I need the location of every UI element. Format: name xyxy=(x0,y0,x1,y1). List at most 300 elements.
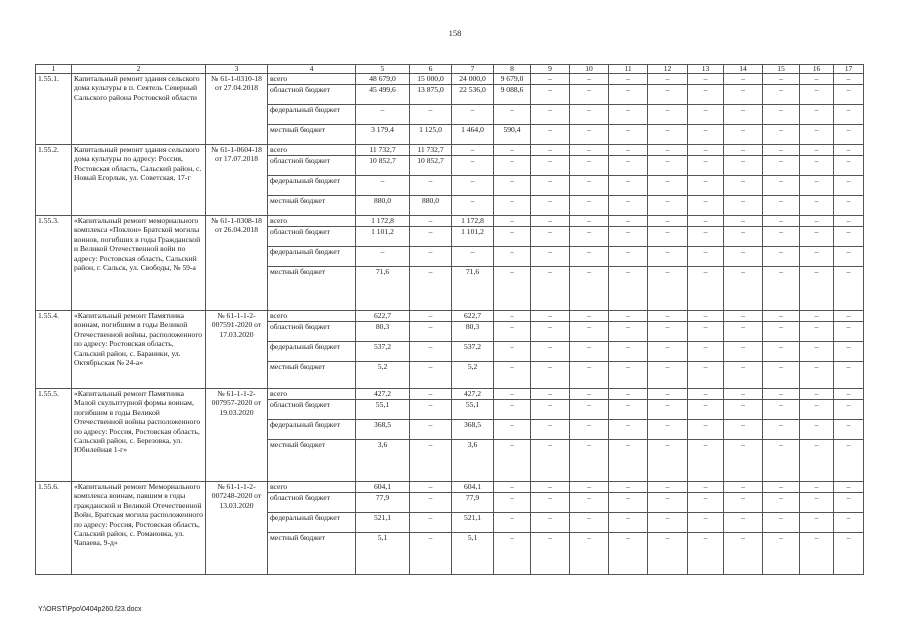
amount-cell: 521,1 xyxy=(356,513,410,533)
column-number: 15 xyxy=(763,65,800,74)
amount-cell: – xyxy=(452,145,494,156)
amount-cell: 368,5 xyxy=(356,420,410,440)
amount-cell: – xyxy=(724,533,763,575)
amount-cell: – xyxy=(724,440,763,482)
amount-cell: – xyxy=(494,216,531,227)
amount-cell: – xyxy=(800,267,834,311)
amount-cell: – xyxy=(570,420,609,440)
amount-cell: 9 679,0 xyxy=(494,74,531,85)
amount-cell: – xyxy=(800,389,834,400)
funding-source-label: областной бюджет xyxy=(268,493,356,513)
amount-cell: – xyxy=(834,311,864,322)
amount-cell: – xyxy=(724,493,763,513)
amount-cell: – xyxy=(494,227,531,247)
amount-cell: – xyxy=(688,145,724,156)
amount-cell: – xyxy=(648,85,688,105)
amount-cell: – xyxy=(570,176,609,196)
amount-cell: – xyxy=(724,420,763,440)
amount-cell: – xyxy=(570,247,609,267)
amount-cell: – xyxy=(800,85,834,105)
amount-cell: – xyxy=(494,362,531,389)
amount-cell: – xyxy=(531,105,570,125)
amount-cell: – xyxy=(609,105,648,125)
amount-cell: – xyxy=(800,105,834,125)
funding-source-label: федеральный бюджет xyxy=(268,105,356,125)
amount-cell: – xyxy=(410,389,452,400)
funding-source-label: федеральный бюджет xyxy=(268,176,356,196)
amount-cell: – xyxy=(763,420,800,440)
amount-cell: – xyxy=(800,342,834,362)
item-number: 1.55.1. xyxy=(36,74,72,145)
amount-cell: 13 875,0 xyxy=(410,85,452,105)
amount-cell: – xyxy=(834,247,864,267)
amount-cell: – xyxy=(834,85,864,105)
amount-cell: – xyxy=(800,247,834,267)
amount-cell: – xyxy=(531,420,570,440)
amount-cell: – xyxy=(724,400,763,420)
amount-cell: – xyxy=(648,440,688,482)
funding-source-label: всего xyxy=(268,482,356,493)
amount-cell: – xyxy=(834,440,864,482)
amount-cell: – xyxy=(609,74,648,85)
amount-cell: – xyxy=(494,322,531,342)
funding-source-label: федеральный бюджет xyxy=(268,247,356,267)
column-number: 7 xyxy=(452,65,494,74)
funding-source-label: федеральный бюджет xyxy=(268,513,356,533)
document-reference: № 61-1-0604-18 от 17.07.2018 xyxy=(206,145,268,216)
amount-cell: – xyxy=(763,513,800,533)
amount-cell: 427,2 xyxy=(356,389,410,400)
amount-cell: – xyxy=(531,311,570,322)
amount-cell: 604,1 xyxy=(452,482,494,493)
amount-cell: – xyxy=(834,267,864,311)
document-reference: № 61-1-1-2-007957-2020 от 19.03.2020 xyxy=(206,389,268,482)
amount-cell: – xyxy=(834,156,864,176)
amount-cell: 3,6 xyxy=(356,440,410,482)
table-row xyxy=(36,145,864,156)
amount-cell: – xyxy=(648,105,688,125)
amount-cell: – xyxy=(410,227,452,247)
amount-cell: – xyxy=(609,85,648,105)
amount-cell: 1 101,2 xyxy=(452,227,494,247)
amount-cell: – xyxy=(648,493,688,513)
funding-source-label: местный бюджет xyxy=(268,440,356,482)
amount-cell: – xyxy=(410,362,452,389)
amount-cell: – xyxy=(834,145,864,156)
amount-cell: – xyxy=(688,342,724,362)
amount-cell: – xyxy=(763,267,800,311)
item-number: 1.55.5. xyxy=(36,389,72,482)
amount-cell: – xyxy=(834,362,864,389)
amount-cell: – xyxy=(452,176,494,196)
amount-cell: – xyxy=(570,227,609,247)
amount-cell: – xyxy=(688,267,724,311)
amount-cell: – xyxy=(688,227,724,247)
amount-cell: 55,1 xyxy=(356,400,410,420)
amount-cell: 1 172,8 xyxy=(452,216,494,227)
funding-source-label: всего xyxy=(268,311,356,322)
amount-cell: – xyxy=(570,216,609,227)
funding-source-label: областной бюджет xyxy=(268,322,356,342)
amount-cell: – xyxy=(531,247,570,267)
amount-cell: – xyxy=(834,176,864,196)
amount-cell: – xyxy=(410,342,452,362)
amount-cell: 5,1 xyxy=(356,533,410,575)
amount-cell: – xyxy=(800,493,834,513)
amount-cell: – xyxy=(763,74,800,85)
amount-cell: – xyxy=(724,156,763,176)
amount-cell: – xyxy=(609,176,648,196)
amount-cell: – xyxy=(609,482,648,493)
amount-cell: – xyxy=(648,420,688,440)
amount-cell: 80,3 xyxy=(356,322,410,342)
amount-cell: – xyxy=(531,176,570,196)
amount-cell: – xyxy=(763,493,800,513)
amount-cell: 15 000,0 xyxy=(410,74,452,85)
amount-cell: – xyxy=(609,362,648,389)
table-row xyxy=(36,482,864,493)
amount-cell: – xyxy=(688,247,724,267)
amount-cell: – xyxy=(648,74,688,85)
amount-cell: – xyxy=(609,440,648,482)
amount-cell: – xyxy=(724,247,763,267)
amount-cell: – xyxy=(834,389,864,400)
amount-cell: – xyxy=(531,196,570,216)
amount-cell: – xyxy=(763,440,800,482)
column-number: 13 xyxy=(688,65,724,74)
amount-cell: – xyxy=(834,420,864,440)
amount-cell: – xyxy=(724,176,763,196)
funding-source-label: областной бюджет xyxy=(268,227,356,247)
amount-cell: – xyxy=(800,311,834,322)
amount-cell: 604,1 xyxy=(356,482,410,493)
amount-cell: – xyxy=(570,85,609,105)
amount-cell: – xyxy=(609,156,648,176)
amount-cell: – xyxy=(800,156,834,176)
amount-cell: – xyxy=(531,145,570,156)
amount-cell: – xyxy=(724,389,763,400)
amount-cell: 5,2 xyxy=(356,362,410,389)
amount-cell: 590,4 xyxy=(494,125,531,145)
amount-cell: – xyxy=(494,513,531,533)
amount-cell: – xyxy=(763,533,800,575)
amount-cell: – xyxy=(648,227,688,247)
amount-cell: 880,0 xyxy=(356,196,410,216)
column-number: 11 xyxy=(609,65,648,74)
amount-cell: 427,2 xyxy=(452,389,494,400)
amount-cell: – xyxy=(834,196,864,216)
amount-cell: – xyxy=(648,513,688,533)
funding-source-label: федеральный бюджет xyxy=(268,342,356,362)
amount-cell: – xyxy=(494,389,531,400)
amount-cell: – xyxy=(763,311,800,322)
column-number: 17 xyxy=(834,65,864,74)
amount-cell: – xyxy=(648,247,688,267)
amount-cell: – xyxy=(531,85,570,105)
amount-cell: – xyxy=(410,247,452,267)
amount-cell: – xyxy=(609,216,648,227)
amount-cell: – xyxy=(688,216,724,227)
amount-cell: – xyxy=(800,176,834,196)
amount-cell: – xyxy=(648,389,688,400)
amount-cell: 537,2 xyxy=(452,342,494,362)
amount-cell: – xyxy=(531,482,570,493)
amount-cell: 1 125,0 xyxy=(410,125,452,145)
amount-cell: – xyxy=(834,493,864,513)
amount-cell: – xyxy=(570,362,609,389)
amount-cell: – xyxy=(688,105,724,125)
amount-cell: – xyxy=(570,105,609,125)
table-row xyxy=(36,389,864,400)
amount-cell: 368,5 xyxy=(452,420,494,440)
amount-cell: – xyxy=(688,513,724,533)
amount-cell: – xyxy=(834,513,864,533)
amount-cell: – xyxy=(570,156,609,176)
column-number-row xyxy=(36,65,864,74)
funding-source-label: местный бюджет xyxy=(268,125,356,145)
amount-cell: – xyxy=(609,513,648,533)
amount-cell: – xyxy=(834,482,864,493)
amount-cell: – xyxy=(763,482,800,493)
amount-cell: – xyxy=(494,145,531,156)
amount-cell: – xyxy=(724,125,763,145)
object-name: Капитальный ремонт здания сельского дома культуры по адресу: Россия, Ростовская область, Сальский район, с. Новый Егорлык, ул. Советская, 17-г xyxy=(72,145,206,216)
item-number: 1.55.3. xyxy=(36,216,72,311)
amount-cell: 1 172,8 xyxy=(356,216,410,227)
amount-cell: – xyxy=(609,227,648,247)
amount-cell: – xyxy=(494,420,531,440)
amount-cell: 77,9 xyxy=(356,493,410,513)
amount-cell: – xyxy=(800,196,834,216)
amount-cell: – xyxy=(688,156,724,176)
amount-cell: – xyxy=(763,196,800,216)
amount-cell: – xyxy=(834,74,864,85)
amount-cell: 24 000,0 xyxy=(452,74,494,85)
amount-cell: – xyxy=(800,74,834,85)
funding-source-label: местный бюджет xyxy=(268,196,356,216)
amount-cell: 880,0 xyxy=(410,196,452,216)
amount-cell: 3,6 xyxy=(452,440,494,482)
amount-cell: – xyxy=(609,125,648,145)
amount-cell: – xyxy=(531,400,570,420)
amount-cell: – xyxy=(800,513,834,533)
amount-cell: – xyxy=(800,227,834,247)
amount-cell: 71,6 xyxy=(356,267,410,311)
amount-cell: – xyxy=(494,176,531,196)
amount-cell: – xyxy=(410,176,452,196)
item-number: 1.55.4. xyxy=(36,311,72,389)
table-row xyxy=(36,216,864,227)
amount-cell: – xyxy=(570,493,609,513)
amount-cell: – xyxy=(531,227,570,247)
amount-cell: – xyxy=(834,216,864,227)
amount-cell: – xyxy=(648,145,688,156)
amount-cell: – xyxy=(724,145,763,156)
table-row xyxy=(36,74,864,85)
amount-cell: – xyxy=(609,420,648,440)
amount-cell: – xyxy=(648,125,688,145)
amount-cell: – xyxy=(800,482,834,493)
document-reference: № 61-1-1-2-007591-2020 от 17.03.2020 xyxy=(206,311,268,389)
amount-cell: – xyxy=(800,440,834,482)
funding-source-label: областной бюджет xyxy=(268,85,356,105)
amount-cell: – xyxy=(763,400,800,420)
amount-cell: – xyxy=(531,533,570,575)
column-number: 6 xyxy=(410,65,452,74)
funding-source-label: федеральный бюджет xyxy=(268,420,356,440)
amount-cell: – xyxy=(763,176,800,196)
amount-cell: 5,2 xyxy=(452,362,494,389)
amount-cell: – xyxy=(724,85,763,105)
amount-cell: – xyxy=(763,216,800,227)
amount-cell: – xyxy=(609,493,648,513)
amount-cell: – xyxy=(494,400,531,420)
amount-cell: – xyxy=(834,125,864,145)
object-name: «Капитальный ремонт Памятника Малой скульптурной формы воинам, погибшим в годы Великой Отечественной войны расположенного по адресу: Россия, Ростовская область, Сальский район, с. Березовка, ул. Юбилейная 1-г» xyxy=(72,389,206,482)
amount-cell: – xyxy=(494,105,531,125)
column-number: 2 xyxy=(72,65,206,74)
amount-cell: – xyxy=(648,156,688,176)
amount-cell: 77,9 xyxy=(452,493,494,513)
amount-cell: – xyxy=(800,322,834,342)
amount-cell: – xyxy=(570,196,609,216)
amount-cell: – xyxy=(724,322,763,342)
amount-cell: – xyxy=(570,533,609,575)
funding-source-label: всего xyxy=(268,145,356,156)
amount-cell: – xyxy=(724,362,763,389)
amount-cell: – xyxy=(531,389,570,400)
amount-cell: 10 852,7 xyxy=(410,156,452,176)
amount-cell: 537,2 xyxy=(356,342,410,362)
amount-cell: – xyxy=(648,400,688,420)
amount-cell: – xyxy=(531,322,570,342)
amount-cell: – xyxy=(724,227,763,247)
column-number: 9 xyxy=(531,65,570,74)
amount-cell: – xyxy=(724,105,763,125)
amount-cell: – xyxy=(648,311,688,322)
amount-cell: – xyxy=(800,362,834,389)
amount-cell: – xyxy=(531,267,570,311)
item-number: 1.55.6. xyxy=(36,482,72,575)
amount-cell: – xyxy=(800,125,834,145)
funding-source-label: местный бюджет xyxy=(268,267,356,311)
amount-cell: 622,7 xyxy=(356,311,410,322)
amount-cell: – xyxy=(688,176,724,196)
amount-cell: 45 499,6 xyxy=(356,85,410,105)
amount-cell: – xyxy=(609,145,648,156)
table-row xyxy=(36,311,864,322)
amount-cell: – xyxy=(688,125,724,145)
amount-cell: – xyxy=(609,389,648,400)
amount-cell: 3 179,4 xyxy=(356,125,410,145)
amount-cell: – xyxy=(800,400,834,420)
amount-cell: – xyxy=(410,105,452,125)
amount-cell: – xyxy=(724,342,763,362)
column-number: 12 xyxy=(648,65,688,74)
amount-cell: – xyxy=(410,440,452,482)
file-path-footer: Y:\ORST\Ppo\0404p260.f23.docx xyxy=(38,606,142,613)
amount-cell: – xyxy=(410,533,452,575)
column-number: 4 xyxy=(268,65,356,74)
amount-cell: – xyxy=(494,196,531,216)
amount-cell: 11 732,7 xyxy=(356,145,410,156)
amount-cell: – xyxy=(688,533,724,575)
amount-cell: – xyxy=(688,196,724,216)
amount-cell: – xyxy=(494,493,531,513)
amount-cell: – xyxy=(570,311,609,322)
funding-source-label: местный бюджет xyxy=(268,362,356,389)
amount-cell: – xyxy=(494,311,531,322)
amount-cell: 48 679,0 xyxy=(356,74,410,85)
amount-cell: – xyxy=(410,311,452,322)
amount-cell: 9 088,6 xyxy=(494,85,531,105)
amount-cell: – xyxy=(800,533,834,575)
amount-cell: – xyxy=(570,322,609,342)
amount-cell: – xyxy=(688,74,724,85)
amount-cell: – xyxy=(834,322,864,342)
amount-cell: – xyxy=(763,342,800,362)
amount-cell: – xyxy=(648,362,688,389)
amount-cell: – xyxy=(648,342,688,362)
amount-cell: – xyxy=(452,247,494,267)
column-number: 8 xyxy=(494,65,531,74)
amount-cell: – xyxy=(688,440,724,482)
amount-cell: – xyxy=(648,196,688,216)
amount-cell: – xyxy=(494,482,531,493)
amount-cell: – xyxy=(800,145,834,156)
amount-cell: – xyxy=(494,440,531,482)
amount-cell: – xyxy=(570,342,609,362)
amount-cell: – xyxy=(800,216,834,227)
amount-cell: – xyxy=(724,513,763,533)
funding-source-label: местный бюджет xyxy=(268,533,356,575)
amount-cell: – xyxy=(609,322,648,342)
amount-cell: – xyxy=(531,342,570,362)
amount-cell: – xyxy=(688,85,724,105)
column-number: 14 xyxy=(724,65,763,74)
amount-cell: – xyxy=(688,420,724,440)
funding-source-label: областной бюджет xyxy=(268,400,356,420)
amount-cell: – xyxy=(410,482,452,493)
amount-cell: – xyxy=(570,267,609,311)
amount-cell: – xyxy=(570,513,609,533)
amount-cell: – xyxy=(531,216,570,227)
amount-cell: – xyxy=(724,267,763,311)
amount-cell: – xyxy=(410,267,452,311)
amount-cell: – xyxy=(494,247,531,267)
amount-cell: – xyxy=(648,533,688,575)
funding-source-label: всего xyxy=(268,74,356,85)
amount-cell: – xyxy=(688,311,724,322)
amount-cell: – xyxy=(648,176,688,196)
amount-cell: – xyxy=(410,400,452,420)
amount-cell: 10 852,7 xyxy=(356,156,410,176)
amount-cell: – xyxy=(763,156,800,176)
amount-cell: – xyxy=(800,420,834,440)
amount-cell: – xyxy=(724,482,763,493)
amount-cell: – xyxy=(763,85,800,105)
amount-cell: – xyxy=(570,440,609,482)
amount-cell: 5,1 xyxy=(452,533,494,575)
amount-cell: – xyxy=(356,247,410,267)
amount-cell: 1 464,0 xyxy=(452,125,494,145)
amount-cell: – xyxy=(763,227,800,247)
amount-cell: – xyxy=(648,216,688,227)
amount-cell: – xyxy=(609,342,648,362)
amount-cell: – xyxy=(834,342,864,362)
amount-cell: – xyxy=(724,196,763,216)
document-reference: № 61-1-0310-18 от 27.04.2018 xyxy=(206,74,268,145)
